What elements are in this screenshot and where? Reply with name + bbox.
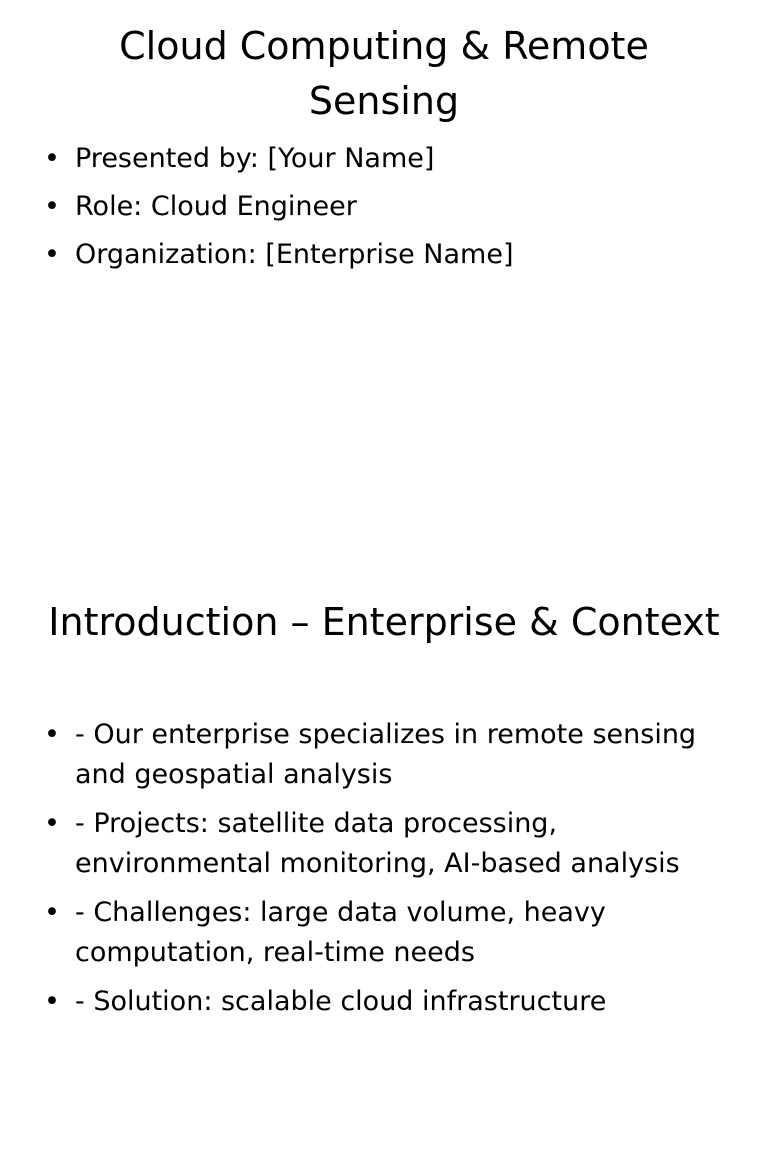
bullet-text: Presented by: [Your Name] [75,143,435,174]
bullet-text: - Projects: satellite data processing, environmental monitoring, AI-based analysis [75,808,680,879]
bullet-icon: • [44,986,60,1017]
bullet-text: - Solution: scalable cloud infrastructure [75,986,607,1017]
slide-introduction [0,576,768,1152]
list-item [44,982,734,1022]
bullet-text: - Our enterprise specializes in remote sensing and geospatial analysis [75,719,697,790]
bullet-text: Organization: [Enterprise Name] [75,239,514,270]
list-item [44,715,734,795]
bullet-icon: • [44,719,60,750]
bullet-text: - Challenges: large data volume, heavy computation, real-time needs [75,897,606,968]
bullet-text: Role: Cloud Engineer [75,191,357,222]
bullet-list [44,139,734,283]
list-item [44,139,734,179]
list-item [44,187,734,227]
slide-title: Cloud Computing & Remote Sensing [119,24,649,123]
list-item [44,235,734,275]
bullet-icon: • [44,808,60,839]
bullet-icon: • [44,239,60,270]
bullet-icon: • [44,897,60,928]
bullet-list [44,715,734,1031]
bullet-icon: • [44,191,60,222]
slide-title: Introduction – Enterprise & Context [48,600,720,644]
bullet-icon: • [44,143,60,174]
list-item [44,804,734,884]
list-item [44,893,734,973]
